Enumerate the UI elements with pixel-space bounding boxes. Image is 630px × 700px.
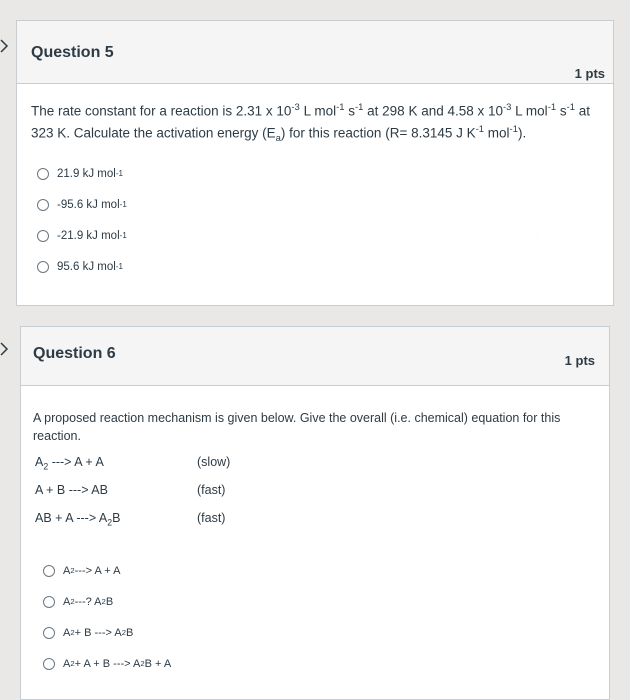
answer-option[interactable]: A 2 + A + B ---> A 2 B + A [43,648,171,679]
chevron-right-icon[interactable] [0,341,10,357]
answer-list [43,555,171,679]
question-points: 1 pts [564,353,595,368]
question-text: A proposed reaction mechanism is given below. Give the overall (i.e. chemical) equation for this reaction. [33,411,561,443]
radio-button[interactable] [37,168,49,180]
answer-option[interactable]: 21.9 kJ mol -1 [37,158,127,189]
question-card-5 [16,20,614,306]
radio-button[interactable] [43,658,55,670]
answer-option[interactable]: -95.6 kJ mol -1 [37,189,127,220]
answer-option[interactable]: A 2 ---> A + A [43,555,171,586]
question-points: 1 pts [574,66,605,81]
step-rate-note: (fast) [197,511,226,525]
question-text: The rate constant for a reaction is 2.31 x $10^{-3}$ L mol$^{-1}$ $s^{-1}$ at 298 K and 4.58 x $10^{-3}$ L mol$^{-1}$ $s^{-1}$ at 323 K. Calculate the activation energy $(E_a)$ for this reaction (R= 8.3145 J $K^{-1}$ mol$^{-1}$). [31,102,591,144]
mechanism-step: AB + A ---> $A_2B$ [35,511,121,528]
radio-button[interactable] [37,230,49,242]
answer-option[interactable]: -21.9 kJ mol -1 [37,220,127,251]
answer-list [37,158,127,282]
question-title: Question 6 [33,345,116,362]
mechanism-step: $A_2$ ---> A + A [35,455,104,472]
radio-button[interactable] [43,565,55,577]
step-rate-note: (fast) [197,483,226,497]
question-card-6 [20,326,610,700]
radio-button[interactable] [43,627,55,639]
radio-button[interactable] [37,261,49,273]
question-title: Question 5 [31,44,114,61]
answer-option[interactable]: 95.6 kJ mol -1 [37,251,127,282]
answer-option[interactable]: A 2 + B ---> A 2 B [43,617,171,648]
radio-button[interactable] [43,596,55,608]
chevron-right-icon[interactable] [0,38,10,54]
radio-button[interactable] [37,199,49,211]
mechanism-step: A + B ---> AB [35,483,108,497]
answer-option[interactable]: A 2 ---? A 2 B [43,586,171,617]
step-rate-note: (slow) [197,455,231,469]
